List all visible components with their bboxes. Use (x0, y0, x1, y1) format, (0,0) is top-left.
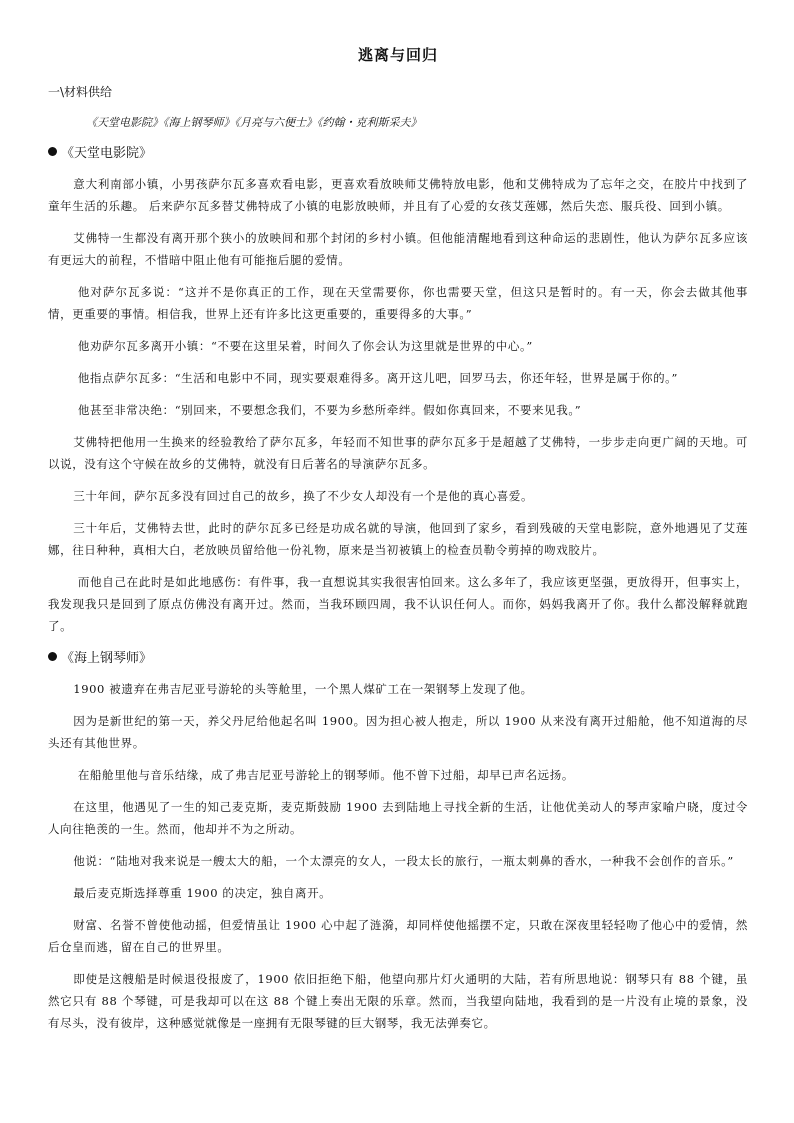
paragraph: 在船舱里他与音乐结缘，成了弗吉尼亚号游轮上的钢琴师。他不曾下过船，却早已声名远扬。 (77, 768, 574, 782)
paragraph: 1900 被遗弃在弗吉尼亚号游轮的头等舱里，一个黑人煤矿工在一架钢琴上发现了他。 (73, 682, 533, 696)
paragraph: 他对萨尔瓦多说：“这并不是你真正的工作，现在天堂需要你，你也需要天堂，但这只是暂时的。有一天，你会去做其他事情，更重要的事情。相信我，世界上还有许多比这更重要的，重要得多的大事。” (48, 285, 748, 321)
paragraph: 最后麦克斯选择尊重 1900 的决定，独自离开。 (73, 886, 332, 900)
paragraph: 艾佛特把他用一生换来的经验教给了萨尔瓦多，年轻而不知世事的萨尔瓦多于是超越了艾佛特，一步步走向更广阔的天地。可以说，没有这个守候在故乡的艾佛特，就没有日后著名的导演萨尔瓦多。 (48, 435, 748, 471)
page-title: 逃离与回归 (357, 46, 438, 64)
document-page (48, 44, 748, 1044)
paragraph: 即使是这艘船是时候退役报废了，1900 依旧拒绝下船，他望向那片灯火通明的大陆，若有所思地说：钢琴只有 88 个键，虽然它只有 88 个琴键，可是我却可以在这 88 个键上奏出无限的乐章。然而，当我望向陆地，我看到的是一片没有止境的景象，没有尽头，没有彼岸，这种感觉就像是一座拥有无限琴键的巨大钢琴，我无法弹奏它。 (48, 972, 748, 1030)
paragraph: 他指点萨尔瓦多：“生活和电影中不同，现实要艰难得多。离开这儿吧，回罗马去，你还年轻，世界是属于你的。” (77, 371, 678, 385)
paragraph: 三十年间，萨尔瓦多没有回过自己的故乡，换了不少女人却没有一个是他的真心喜爱。 (73, 489, 534, 503)
bullet-icon (48, 652, 57, 661)
paragraph: 财富、名誉不曾使他动摇，但爱情虽让 1900 心中起了涟漪，却同样使他摇摆不定，只敢在深夜里轻轻吻了他心中的爱情，然后仓皇而逃，留在自己的世界里。 (48, 918, 748, 954)
paragraph: 他说：“陆地对我来说是一艘太大的船，一个太漂亮的女人，一段太长的旅行，一瓶太刺鼻的香水，一种我不会创作的音乐。” (73, 854, 734, 868)
paragraph: 他甚至非常决绝：“别回来，不要想念我们，不要为乡愁所牵绊。假如你真回来，不要来见我。” (77, 403, 582, 417)
paragraph: 艾佛特一生都没有离开那个狭小的放映间和那个封闭的乡村小镇。但他能清醒地看到这种命运的悲剧性，他认为萨尔瓦多应该有更远大的前程，不惜暗中阻止他有可能拖后腿的爱情。 (48, 231, 748, 267)
film-heading-text: 《海上钢琴师》 (61, 651, 153, 666)
paragraph: 在这里，他遇见了一生的知己麦克斯，麦克斯鼓励 1900 去到陆地上寻找全新的生活，让他优美动人的琴声家喻户晓，度过令人向往艳羡的一生。然而，他却并不为之所动。 (48, 800, 748, 836)
film-heading-cinema-paradiso (48, 142, 748, 161)
paragraph: 三十年后，艾佛特去世，此时的萨尔瓦多已经是功成名就的导演，他回到了家乡，看到残破的天堂电影院，意外地遇见了艾莲娜，往日种种，真相大白，老放映员留给他一份礼物，原来是当初被镇上的检查员勒令剪掉的吻戏胶片。 (48, 521, 748, 557)
paragraph: 他劝萨尔瓦多离开小镇：“不要在这里呆着，时间久了你会认为这里就是世界的中心。” (77, 339, 533, 353)
section-heading: 一\材料供给 (48, 85, 113, 99)
source-list: 《天堂电影院》《海上钢琴师》《月亮与六便士》《约翰・克利斯采夫》 (86, 116, 422, 129)
paragraph: 意大利南部小镇，小男孩萨尔瓦多喜欢看电影，更喜欢看放映师艾佛特放电影，他和艾佛特成为了忘年之交，在胶片中找到了童年生活的乐趣。 后来萨尔瓦多替艾佛特成了小镇的电影放映师，并且有了心爱的女孩艾莲娜，然后失恋、服兵役、回到小镇。 (48, 177, 748, 213)
paragraph: 因为是新世纪的第一天，养父丹尼给他起名叫 1900。因为担心被人抱走，所以 1900 从来没有离开过船舱，他不知道海的尽头还有其他世界。 (48, 714, 748, 750)
film-heading-text: 《天堂电影院》 (61, 146, 153, 161)
paragraph: 而他自己在此时是如此地感伤：有件事，我一直想说其实我很害怕回来。这么多年了，我应该更坚强，更放得开，但事实上，我发现我只是回到了原点仿佛没有离开过。然而，当我环顾四周，我不认识任何人。而你，妈妈我离开了你。我什么都没解释就跑了。 (48, 575, 748, 633)
film-heading-legend-of-1900 (48, 647, 748, 666)
bullet-icon (48, 147, 57, 156)
